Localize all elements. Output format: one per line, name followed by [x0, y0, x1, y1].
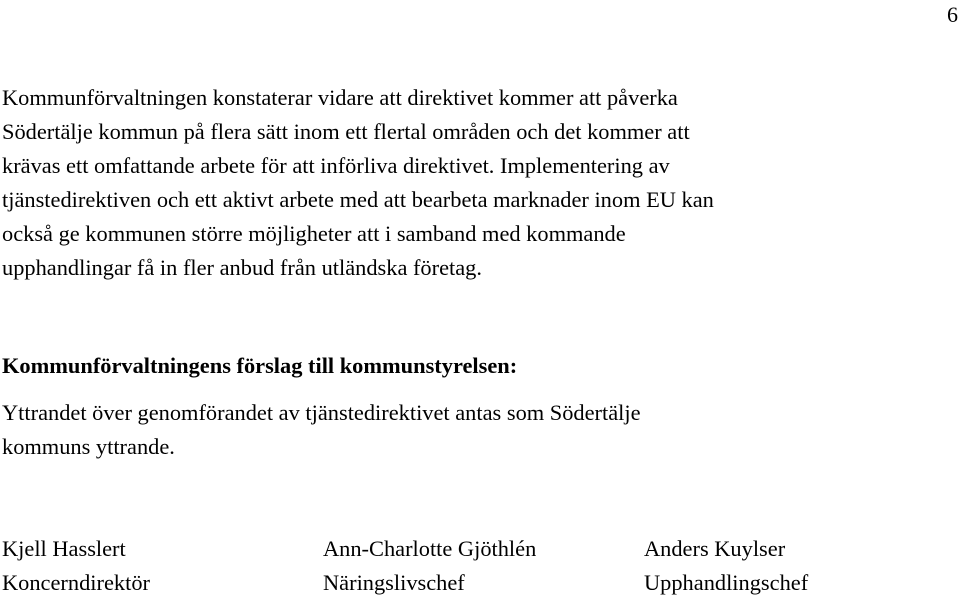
signatory-name: Ann-Charlotte Gjöthlén [323, 536, 537, 561]
paragraph-line: tjänstedirektiven och ett aktivt arbete med att bearbeta marknader inom EU kan [2, 187, 714, 212]
signature-block [2, 532, 952, 600]
signatory-title: Upphandlingschef [644, 570, 809, 595]
paragraph-line: också ge kommunen större möjligheter att i samband med kommande [2, 221, 626, 246]
signatory-title: Näringslivschef [323, 570, 465, 595]
proposal-heading: Kommunförvaltningens förslag till kommunstyrelsen: [2, 353, 518, 378]
signatory-name: Kjell Hasslert [2, 536, 126, 561]
page-number: 6 [947, 2, 958, 27]
proposal-paragraph [2, 396, 952, 464]
paragraph-line: krävas ett omfattande arbete för att införliva direktivet. Implementering av [2, 153, 670, 178]
signatory-title: Koncerndirektör [2, 570, 150, 595]
intro-paragraph [2, 81, 952, 285]
paragraph-line: kommuns yttrande. [2, 434, 175, 459]
signature-ann-charlotte-gjothlen [323, 532, 536, 600]
paragraph-line: Kommunförvaltningen konstaterar vidare att direktivet kommer att påverka [2, 85, 678, 110]
paragraph-line: upphandlingar få in fler anbud från utländska företag. [2, 255, 482, 280]
paragraph-line: Yttrandet över genomförandet av tjänstedirektivet antas som Södertälje [2, 400, 641, 425]
signature-anders-kuylser [644, 532, 808, 600]
paragraph-line: Södertälje kommun på flera sätt inom ett flertal områden och det kommer att [2, 119, 690, 144]
signatory-name: Anders Kuylser [644, 536, 786, 561]
signature-kjell-hasslert [2, 532, 150, 600]
